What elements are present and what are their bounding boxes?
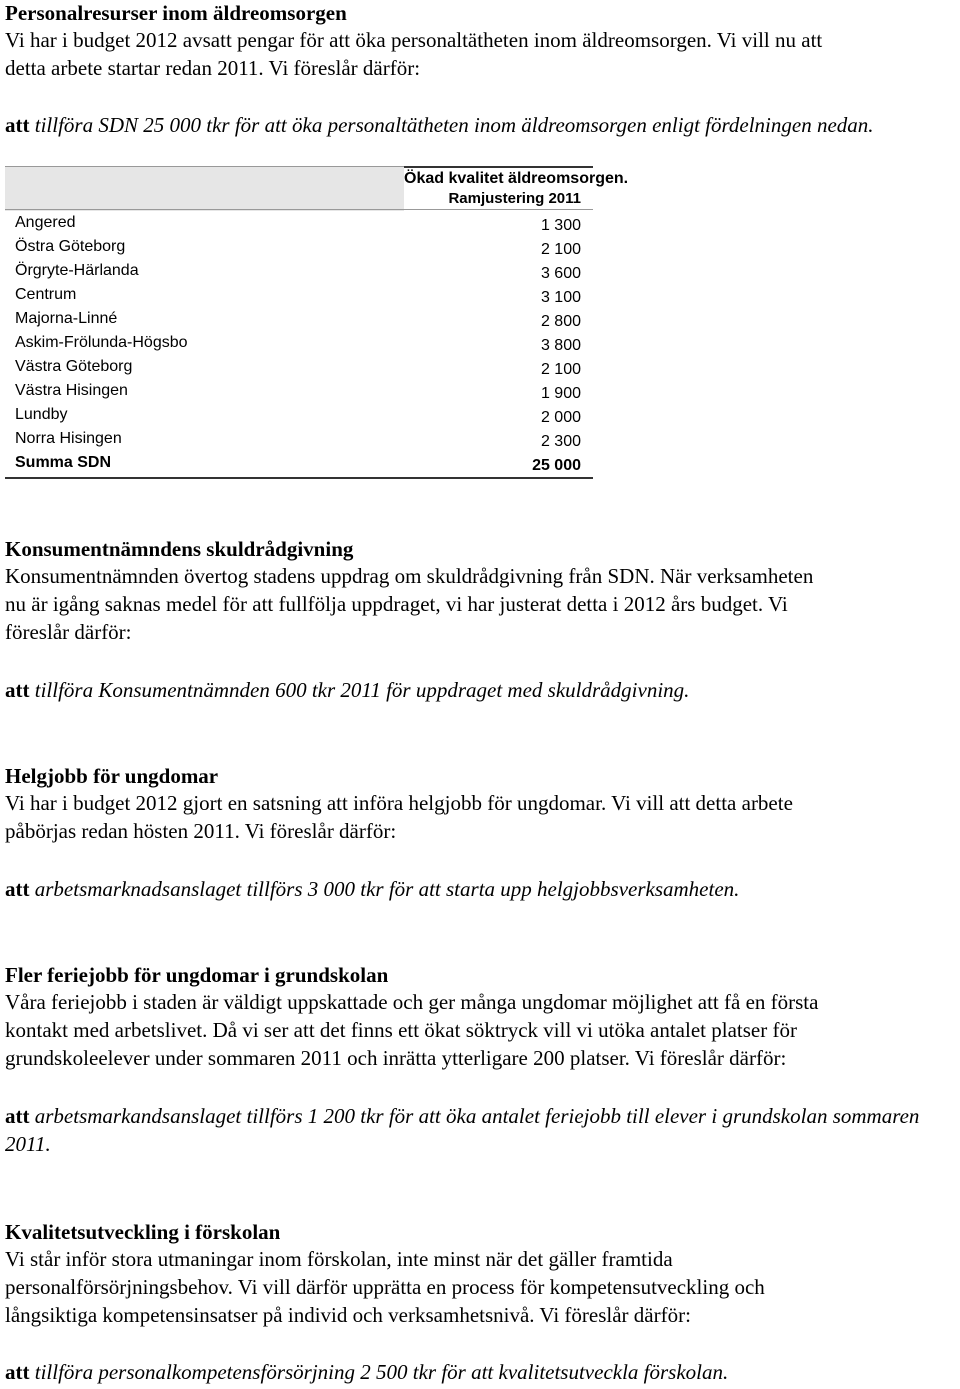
section-heading: Kvalitetsutveckling i förskolan [5,1220,281,1244]
allocation-table [5,166,629,479]
section-heading: Helgjobb för ungdomar [5,764,219,788]
body-line: Vi står inför stora utmaningar inom förskolan, inte minst när det gäller framtida [5,1247,673,1271]
body-line: Vi har i budget 2012 avsatt pengar för att öka personaltätheten inom äldreomsorgen. Vi vill nu att [5,28,823,52]
proposal [5,1102,950,1130]
proposal-text: tillföra SDN 25 000 tkr för att öka personaltätheten inom äldreomsorgen enligt fördelningen nedan. [34,113,874,137]
body-line: Konsumentnämnden övertog stadens uppdrag om skuldrådgivning från SDN. När verksamheten [5,564,814,588]
proposal-continuation: 2011. [5,1132,51,1156]
table-row [5,234,593,258]
district-value: 1 300 [540,217,581,234]
body-line: Vi har i budget 2012 gjort en satsning att införa helgjobb för ungdomar. Vi vill att detta arbete [5,791,793,815]
proposal-text: tillföra personalkompetensförsörjning 2 500 tkr för att kvalitetsutveckla förskolan. [34,1360,729,1384]
body-line: grundskoleelever under sommaren 2011 och inrätta ytterligare 200 platser. Vi föreslår därför: [5,1046,787,1070]
proposal-text: tillföra Konsumentnämnden 600 tkr 2011 för uppdraget med skuldrådgivning. [34,678,690,702]
district-value: 1 900 [540,385,581,402]
total-label: Summa SDN [15,454,112,471]
body-line: påbörjas redan hösten 2011. Vi föreslår därför: [5,819,397,843]
column-header-adjustment: Ramjustering 2011 [448,190,581,207]
section-forskolan [5,1219,950,1386]
district-value: 2 800 [540,313,581,330]
header-rule [404,166,593,168]
district-name: Centrum [15,286,77,303]
district-name: Örgryte-Härlanda [15,262,139,279]
table-bottom-rule [5,477,593,479]
district-value: 3 100 [540,289,581,306]
section-feriejobb [5,962,950,1158]
table-row [5,282,593,306]
table-row [5,426,593,450]
district-value: 3 600 [540,265,581,282]
body-line: kontakt med arbetslivet. Då vi ser att det finns ett ökat söktryck vill vi utöka antalet platser för [5,1018,797,1042]
district-name: Västra Hisingen [15,382,128,399]
proposal-att: att [5,877,30,901]
proposal-text: arbetsmarkandsanslaget tillförs 1 200 tkr för att öka antalet feriejobb till elever i grundskolan sommaren [34,1104,920,1128]
district-name: Lundby [15,406,68,423]
table-row [5,378,593,402]
proposal-att: att [5,1360,30,1384]
proposal-att: att [5,113,30,137]
body-line: långsiktiga kompetensinsatser på individ och verksamhetsnivå. Vi föreslår därför: [5,1303,691,1327]
proposal [5,875,950,903]
header-shade [5,166,404,211]
district-name: Västra Göteborg [15,358,133,375]
table-body [5,210,593,450]
district-name: Askim-Frölunda-Högsbo [15,334,188,351]
table-row [5,306,593,330]
table-row [5,402,593,426]
body-line: föreslår därför: [5,620,132,644]
section-heading: Fler feriejobb för ungdomar i grundskolan [5,963,389,987]
proposal-att: att [5,678,30,702]
proposal [5,1358,950,1386]
district-value: 2 100 [540,361,581,378]
district-value: 2 300 [540,433,581,450]
table-row [5,258,593,282]
district-value: 2 000 [540,409,581,426]
district-value: 3 800 [540,337,581,354]
section-helgjobb [5,763,950,903]
district-value: 2 100 [540,241,581,258]
district-name: Majorna-Linné [15,310,118,327]
body-line: nu är igång saknas medel för att fullfölja uppdraget, vi har justerat detta i 2012 års budget. Vi [5,592,788,616]
section-heading: Personalresurser inom äldreomsorgen [5,1,347,25]
section-personalresurser [5,0,950,139]
proposal-text: arbetsmarknadsanslaget tillförs 3 000 tkr för att starta upp helgjobbsverksamheten. [34,877,740,901]
district-name: Östra Göteborg [15,238,126,255]
section-skuldradgivning [5,536,950,704]
proposal-att: att [5,1104,30,1128]
body-line: detta arbete startar redan 2011. Vi föreslår därför: [5,56,421,80]
table-total-row [5,450,593,474]
table-row [5,330,593,354]
section-heading: Konsumentnämndens skuldrådgivning [5,537,354,561]
table-row [5,354,593,378]
table-header [5,166,629,210]
district-name: Angered [15,214,76,231]
proposal [5,676,950,704]
district-name: Norra Hisingen [15,430,122,447]
body-line: Våra feriejobb i staden är väldigt uppskattade och ger många ungdomar möjlighet att få en första [5,990,819,1014]
body-line: personalförsörjningsbehov. Vi vill därför upprätta en process för kompetensutveckling och [5,1275,765,1299]
total-value: 25 000 [532,457,581,474]
proposal [5,111,950,139]
table-row [5,210,593,234]
column-header-quality: Ökad kvalitet äldreomsorgen. [404,170,629,187]
